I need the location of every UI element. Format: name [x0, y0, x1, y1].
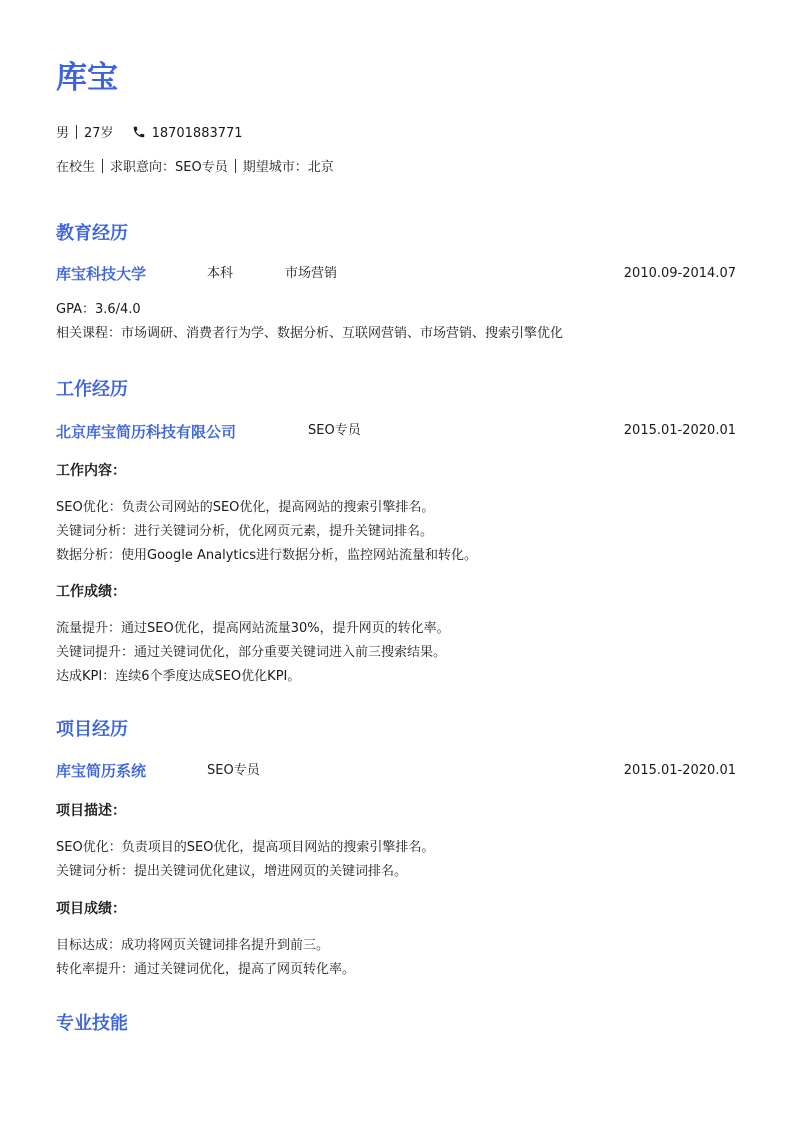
age: 27岁 [84, 126, 114, 141]
project-desc-item: SEO优化：负责项目的SEO优化，提高项目网站的搜索引擎排名。 [56, 840, 435, 855]
gpa: GPA：3.6/4.0 [56, 302, 141, 317]
education-date: 2010.09-2014.07 [623, 266, 736, 281]
phone-number: 18701883771 [151, 126, 243, 141]
work-content-item: SEO优化：负责公司网站的SEO优化，提高网站的搜索引擎排名。 [56, 500, 435, 515]
work-result-item: 流量提升：通过SEO优化，提高网站流量30%，提升网页的转化率。 [56, 621, 450, 636]
section-title-project: 项目经历 [56, 719, 128, 740]
project-date: 2015.01-2020.01 [623, 763, 736, 778]
project-desc-label: 项目描述： [56, 803, 126, 819]
project-result-item: 目标达成：成功将网页关键词排名提升到前三。 [56, 938, 330, 953]
job-intent: 求职意向：SEO专员 [110, 160, 228, 175]
basic-info-line [56, 124, 243, 144]
work-results-label: 工作成绩： [56, 584, 126, 600]
work-content-label: 工作内容： [56, 463, 126, 479]
project-result-item: 转化率提升：通过关键词优化，提高了网页转化率。 [56, 962, 356, 977]
project-role: SEO专员 [207, 763, 260, 778]
candidate-name: 库宝 [56, 60, 118, 96]
status: 在校生 [56, 160, 96, 175]
section-title-skills: 专业技能 [56, 1013, 128, 1034]
major: 市场营销 [285, 266, 338, 281]
work-content-item: 数据分析：使用Google Analytics进行数据分析，监控网站流量和转化。 [56, 548, 478, 563]
expected-city: 期望城市：北京 [242, 160, 334, 175]
section-title-education: 教育经历 [56, 223, 128, 244]
company-name: 北京库宝简历科技有限公司 [56, 423, 237, 441]
work-role: SEO专员 [308, 423, 361, 438]
divider [102, 159, 103, 173]
project-desc-item: 关键词分析：提出关键词优化建议，增进网页的关键词排名。 [56, 864, 408, 879]
divider [235, 159, 236, 173]
divider [76, 125, 77, 139]
work-content-item: 关键词分析：进行关键词分析，优化网页元素，提升关键词排名。 [56, 524, 434, 539]
courses: 相关课程：市场调研、消费者行为学、数据分析、互联网营销、市场营销、搜索引擎优化 [56, 326, 564, 341]
phone-icon [132, 125, 146, 139]
job-intent-line [56, 158, 334, 178]
degree: 本科 [207, 266, 234, 281]
project-results-label: 项目成绩： [56, 901, 126, 917]
project-name: 库宝简历系统 [56, 762, 147, 780]
work-date: 2015.01-2020.01 [623, 423, 736, 438]
section-title-work: 工作经历 [56, 379, 128, 400]
work-result-item: 达成KPI：连续6个季度达成SEO优化KPI。 [56, 669, 301, 684]
school-name: 库宝科技大学 [56, 265, 147, 283]
work-result-item: 关键词提升：通过关键词优化，部分重要关键词进入前三搜索结果。 [56, 645, 447, 660]
gender: 男 [56, 126, 70, 141]
